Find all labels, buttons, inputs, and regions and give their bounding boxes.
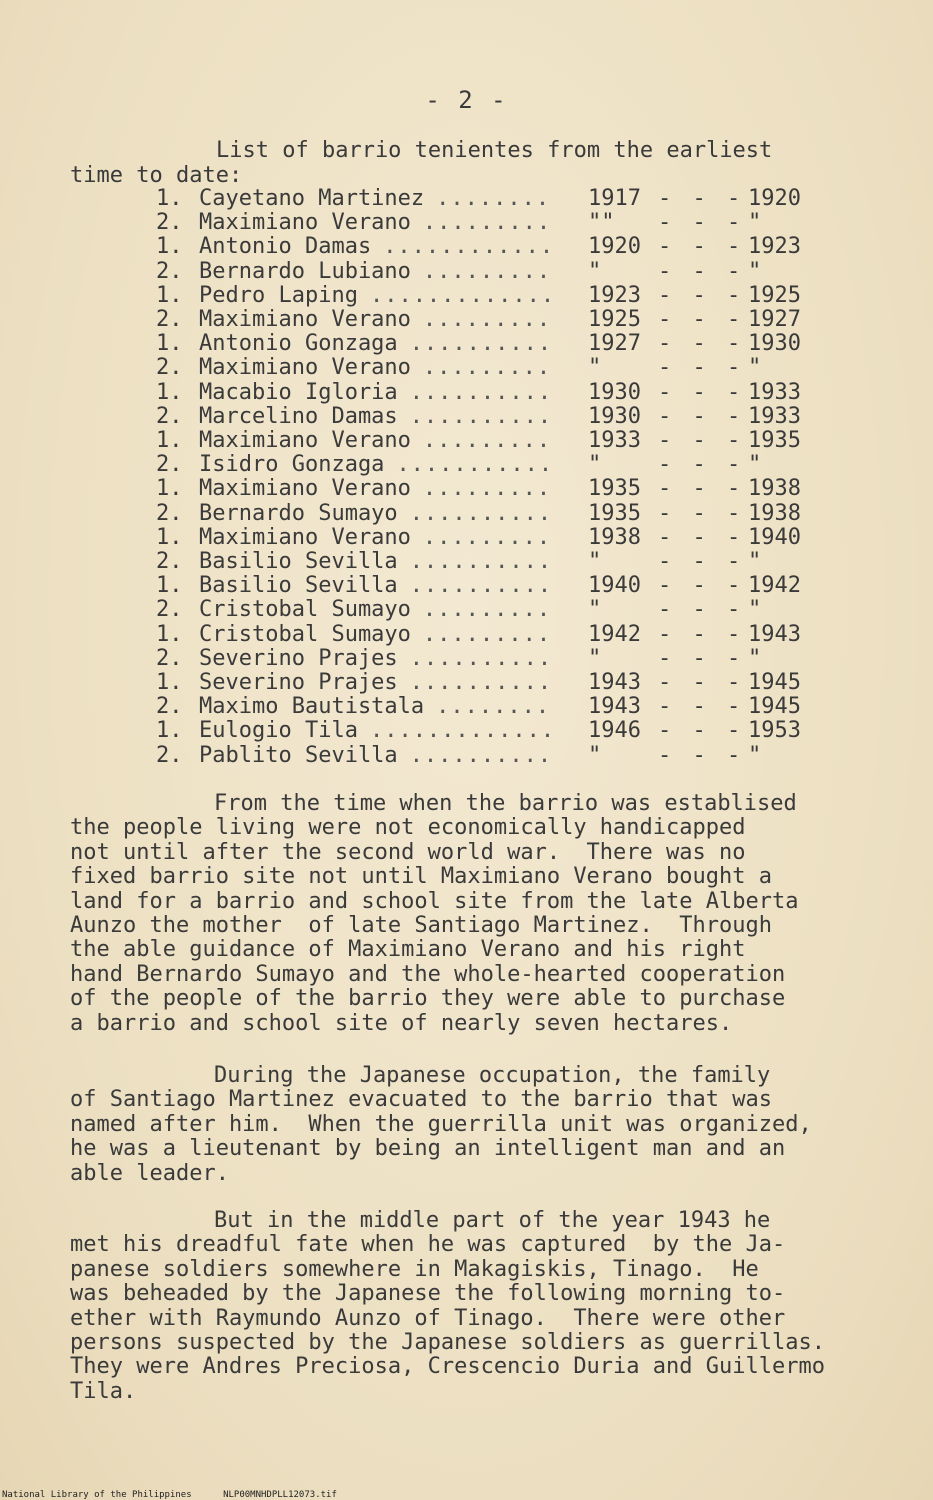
term-dash: - - -	[658, 742, 745, 768]
paragraph-japanese-occupation	[70, 1064, 900, 1186]
term-end: "	[748, 742, 762, 768]
paragraph-line	[70, 1137, 900, 1161]
teniente-number: 1.	[156, 573, 183, 599]
term-end: 1942	[748, 573, 801, 599]
paragraph-text: a barrio and school site of nearly seven hectares.	[70, 1010, 733, 1036]
term-start: 1938	[588, 524, 641, 550]
term-start: "	[588, 452, 602, 478]
teniente-row	[0, 501, 933, 525]
term-dash: - - -	[658, 524, 745, 550]
footer-file: NLP00MNHDPLL12073.tif	[223, 1490, 337, 1500]
teniente-name: Severino Prajes	[199, 645, 398, 671]
leader-dots: ..........	[409, 742, 553, 768]
term-end: 1945	[748, 670, 801, 695]
term-dash: - - -	[658, 307, 745, 332]
teniente-row	[0, 380, 933, 404]
paragraph-line	[70, 841, 900, 865]
term-end: 1935	[748, 428, 801, 453]
term-dash: - - -	[658, 718, 745, 744]
teniente-name: Maximiano Verano	[199, 524, 411, 550]
term-dash: - - -	[658, 476, 745, 502]
teniente-name: Pedro Laping	[199, 282, 358, 308]
term-start: 1942	[588, 621, 641, 647]
intro-line: time to date:	[70, 163, 243, 188]
teniente-name: Bernardo Lubiano	[199, 258, 411, 284]
teniente-row	[0, 525, 933, 549]
term-end: "	[748, 549, 762, 574]
leader-dots: .........	[422, 307, 552, 332]
term-end: "	[748, 597, 762, 623]
term-start: ""	[588, 210, 615, 236]
term-start: 1935	[588, 476, 641, 502]
paragraph-text: named after him. When the guerrilla unit was organized,	[70, 1111, 812, 1137]
paragraph-text: not until after the second world war. There was no	[70, 839, 746, 865]
teniente-row	[0, 428, 933, 452]
leader-dots: ........	[436, 694, 551, 720]
term-dash: - - -	[658, 597, 745, 623]
leader-dots: ........	[436, 186, 551, 211]
leader-dots: ..........	[409, 645, 553, 671]
term-start: 1927	[588, 331, 641, 357]
teniente-number: 2.	[156, 258, 183, 284]
paragraph-text: persons suspected by the Japanese soldiers as guerrillas.	[70, 1330, 825, 1356]
term-start: "	[588, 355, 602, 381]
leader-dots: ............	[383, 234, 555, 260]
term-end: 1925	[748, 282, 801, 308]
leader-dots: ..........	[409, 670, 553, 695]
paragraph-text: Tila.	[70, 1378, 137, 1404]
term-end: "	[748, 210, 762, 236]
teniente-number: 1.	[156, 670, 183, 695]
teniente-number: 2.	[156, 645, 183, 671]
paragraph-line	[70, 938, 900, 962]
paragraph-line	[70, 1258, 900, 1282]
term-end: 1953	[748, 718, 801, 744]
teniente-row	[0, 404, 933, 428]
teniente-name: Maximo Bautistala	[199, 694, 425, 720]
paragraph-text: Aunzo the mother of late Santiago Martinez. Through	[70, 913, 772, 939]
term-start: 1925	[588, 307, 641, 332]
teniente-number: 1.	[156, 524, 183, 550]
term-start: 1917	[588, 186, 641, 211]
paragraph-text: fixed barrio site not until Maximiano Verano bought a	[70, 864, 772, 890]
term-end: "	[748, 355, 762, 381]
term-end: 1933	[748, 403, 801, 429]
paragraph-line	[70, 987, 900, 1011]
term-end: 1933	[748, 379, 801, 405]
teniente-name: Cayetano Martinez	[199, 186, 425, 211]
teniente-number: 2.	[156, 403, 183, 429]
paragraph-text: the able guidance of Maximiano Verano and his right	[70, 937, 746, 963]
teniente-row	[0, 646, 933, 670]
paragraph-text: able leader.	[70, 1160, 229, 1186]
teniente-name: Macabio Igloria	[199, 379, 398, 405]
term-start: 1943	[588, 670, 641, 695]
paragraph-text: of the people of the barrio they were able to purchase	[70, 986, 786, 1012]
paragraph-line	[70, 1162, 900, 1186]
teniente-row	[0, 622, 933, 646]
paragraph-text: But in the middle part of the year 1943 he	[214, 1208, 771, 1233]
intro-line: List of barrio tenientes from the earliest	[216, 138, 773, 163]
term-dash: - - -	[658, 645, 745, 671]
paragraph-line	[70, 1355, 900, 1379]
paragraph-text: met his dreadful fate when he was captured by the Ja-	[70, 1232, 786, 1258]
term-start: 1943	[588, 694, 641, 720]
teniente-number: 1.	[156, 234, 183, 260]
teniente-name: Antonio Gonzaga	[199, 331, 398, 357]
leader-dots: .........	[422, 355, 552, 381]
teniente-row	[0, 670, 933, 694]
teniente-number: 2.	[156, 597, 183, 623]
term-dash: - - -	[658, 379, 745, 405]
teniente-name: Maximiano Verano	[199, 476, 411, 502]
teniente-number: 2.	[156, 307, 183, 332]
term-end: 1923	[748, 234, 801, 260]
teniente-name: Maximiano Verano	[199, 307, 411, 332]
term-dash: - - -	[658, 452, 745, 478]
paragraph-line	[70, 890, 900, 914]
leader-dots: .........	[422, 524, 552, 550]
paragraph-line	[70, 1064, 900, 1088]
term-dash: - - -	[658, 282, 745, 308]
term-dash: - - -	[658, 355, 745, 381]
term-start: 1946	[588, 718, 641, 744]
paragraph-text: was beheaded by the Japanese the following morning to-	[70, 1281, 786, 1307]
teniente-number: 1.	[156, 718, 183, 744]
term-dash: - - -	[658, 670, 745, 695]
teniente-row	[0, 283, 933, 307]
leader-dots: .........	[422, 428, 552, 453]
paragraph-line	[70, 1233, 900, 1257]
term-dash: - - -	[658, 234, 745, 260]
leader-dots: .............	[369, 718, 556, 744]
term-dash: - - -	[658, 573, 745, 599]
teniente-number: 1.	[156, 428, 183, 453]
paragraph-line	[70, 816, 900, 840]
paragraph-barrio-site	[70, 792, 900, 1036]
teniente-row	[0, 597, 933, 621]
teniente-row	[0, 694, 933, 718]
teniente-number: 1.	[156, 186, 183, 211]
leader-dots: ..........	[409, 403, 553, 429]
teniente-name: Eulogio Tila	[199, 718, 358, 744]
term-start: "	[588, 742, 602, 768]
teniente-number: 2.	[156, 452, 183, 478]
term-dash: - - -	[658, 500, 745, 526]
paragraph-line	[70, 865, 900, 889]
term-end: 1943	[748, 621, 801, 647]
teniente-number: 2.	[156, 742, 183, 768]
term-start: "	[588, 258, 602, 284]
teniente-name: Maximiano Verano	[199, 355, 411, 381]
paragraph-line	[70, 1088, 900, 1112]
term-dash: - - -	[658, 331, 745, 357]
teniente-name: Maximiano Verano	[199, 428, 411, 453]
teniente-number: 2.	[156, 210, 183, 236]
teniente-number: 2.	[156, 355, 183, 381]
term-end: "	[748, 258, 762, 284]
teniente-number: 1.	[156, 476, 183, 502]
paragraph-line	[70, 914, 900, 938]
teniente-name: Severino Prajes	[199, 670, 398, 695]
page-number: - 2 -	[425, 86, 508, 114]
term-start: 1930	[588, 403, 641, 429]
footer	[2, 1490, 337, 1500]
footer-library: National Library of the Philippines	[2, 1490, 192, 1500]
teniente-row	[0, 307, 933, 331]
term-end: 1938	[748, 476, 801, 502]
teniente-row	[0, 743, 933, 767]
teniente-name: Cristobal Sumayo	[199, 597, 411, 623]
paragraph-text: During the Japanese occupation, the family	[214, 1063, 771, 1088]
paragraph-line	[70, 1331, 900, 1355]
leader-dots: ..........	[409, 549, 553, 574]
leader-dots: ..........	[409, 500, 553, 526]
paragraph-text: They were Andres Preciosa, Crescencio Duria and Guillermo	[70, 1354, 825, 1380]
term-start: 1933	[588, 428, 641, 453]
term-start: 1920	[588, 234, 641, 260]
teniente-row	[0, 452, 933, 476]
leader-dots: ..........	[409, 573, 553, 599]
paragraph-line	[70, 1209, 900, 1233]
paragraph-line	[70, 1113, 900, 1137]
term-end: 1940	[748, 524, 801, 550]
term-end: 1938	[748, 500, 801, 526]
paragraph-line	[70, 963, 900, 987]
paragraph-text: of Santiago Martinez evacuated to the barrio that was	[70, 1087, 772, 1113]
leader-dots: ..........	[409, 331, 553, 357]
teniente-name: Basilio Sevilla	[199, 573, 398, 599]
paragraph-text: ether with Raymundo Aunzo of Tinago. There were other	[70, 1305, 786, 1331]
term-start: 1930	[588, 379, 641, 405]
teniente-row	[0, 210, 933, 234]
teniente-number: 2.	[156, 500, 183, 526]
term-start: 1940	[588, 573, 641, 599]
paragraph-text: the people living were not economically handicapped	[70, 815, 746, 841]
teniente-row	[0, 234, 933, 258]
term-dash: - - -	[658, 258, 745, 284]
term-end: 1930	[748, 331, 801, 357]
teniente-number: 2.	[156, 694, 183, 720]
teniente-name: Cristobal Sumayo	[199, 621, 411, 647]
leader-dots: .........	[422, 210, 552, 236]
term-dash: - - -	[658, 186, 745, 211]
term-start: 1923	[588, 282, 641, 308]
paragraph-line	[70, 1282, 900, 1306]
teniente-number: 1.	[156, 331, 183, 357]
teniente-row	[0, 259, 933, 283]
term-dash: - - -	[658, 549, 745, 574]
paragraph-line	[70, 1380, 900, 1404]
term-dash: - - -	[658, 403, 745, 429]
teniente-name: Isidro Gonzaga	[199, 452, 385, 478]
teniente-name: Bernardo Sumayo	[199, 500, 398, 526]
paragraph-text: he was a lieutenant by being an intelligent man and an	[70, 1136, 786, 1162]
teniente-name: Basilio Sevilla	[199, 549, 398, 574]
leader-dots: .........	[422, 621, 552, 647]
term-dash: - - -	[658, 621, 745, 647]
term-dash: - - -	[658, 210, 745, 236]
teniente-row	[0, 549, 933, 573]
leader-dots: .........	[422, 258, 552, 284]
leader-dots: ...........	[396, 452, 554, 478]
term-start: "	[588, 549, 602, 574]
term-start: "	[588, 645, 602, 671]
teniente-row	[0, 573, 933, 597]
term-end: "	[748, 645, 762, 671]
paragraph-text: hand Bernardo Sumayo and the whole-hearted cooperation	[70, 961, 786, 987]
teniente-row	[0, 331, 933, 355]
paragraph-text: From the time when the barrio was establised	[214, 791, 797, 816]
teniente-row	[0, 186, 933, 210]
teniente-row	[0, 718, 933, 742]
term-end: 1920	[748, 186, 801, 211]
leader-dots: .............	[369, 282, 556, 308]
term-start: 1935	[588, 500, 641, 526]
leader-dots: .........	[422, 476, 552, 502]
teniente-row	[0, 355, 933, 379]
teniente-row	[0, 476, 933, 500]
teniente-name: Marcelino Damas	[199, 403, 398, 429]
paragraph-line	[70, 1307, 900, 1331]
paragraph-line	[70, 1012, 900, 1036]
teniente-number: 1.	[156, 379, 183, 405]
teniente-number: 1.	[156, 282, 183, 308]
list-intro	[70, 138, 890, 188]
teniente-number: 2.	[156, 549, 183, 574]
teniente-name: Pablito Sevilla	[199, 742, 398, 768]
paragraph-text: panese soldiers somewhere in Makagiskis, Tinago. He	[70, 1256, 759, 1282]
paragraph-line	[70, 792, 900, 816]
term-start: "	[588, 597, 602, 623]
term-end: 1945	[748, 694, 801, 720]
leader-dots: ..........	[409, 379, 553, 405]
paragraph-text: land for a barrio and school site from the late Alberta	[70, 888, 799, 914]
term-end: 1927	[748, 307, 801, 332]
teniente-name: Antonio Damas	[199, 234, 372, 260]
term-end: "	[748, 452, 762, 478]
teniente-number: 1.	[156, 621, 183, 647]
teniente-name: Maximiano Verano	[199, 210, 411, 236]
leader-dots: .........	[422, 597, 552, 623]
term-dash: - - -	[658, 694, 745, 720]
paragraph-fate	[70, 1209, 900, 1404]
term-dash: - - -	[658, 428, 745, 453]
